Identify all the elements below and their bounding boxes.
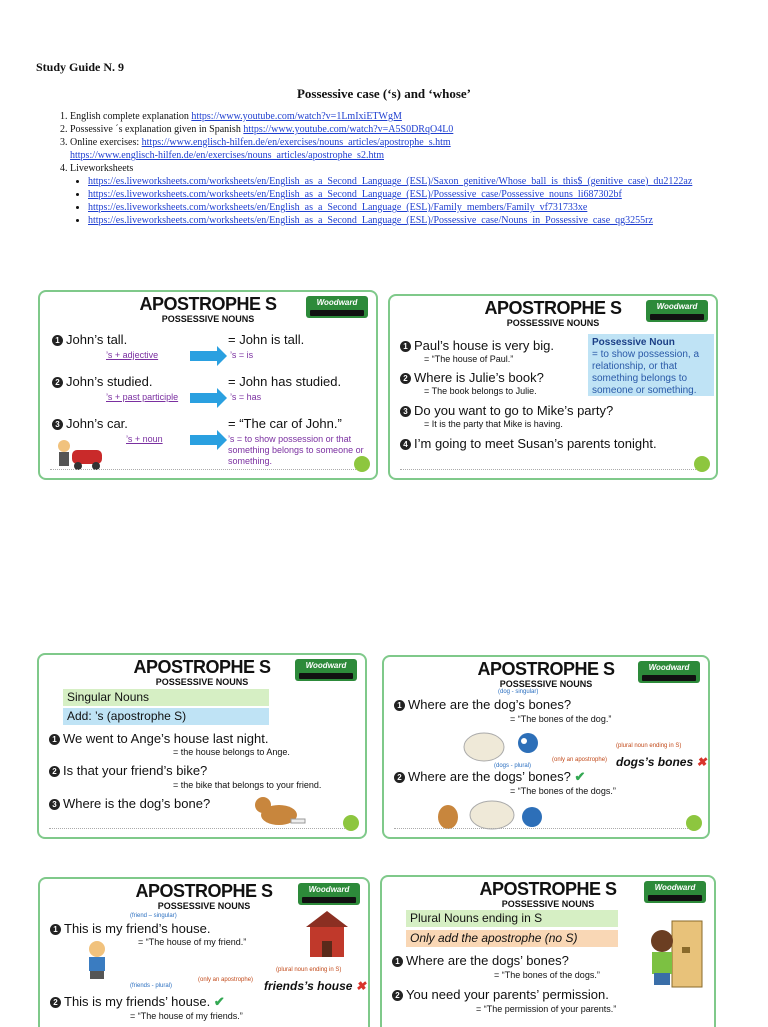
- example-row: 1 Paul’s house is very big.: [400, 338, 554, 353]
- example-row: 1 Where are the dogs’ bones?: [392, 953, 569, 968]
- card-friend-house: [38, 877, 370, 1027]
- card-title: APOSTROPHE S: [135, 881, 273, 901]
- ref-link[interactable]: https://www.youtube.com/watch?v=A5S0DRqO4L0: [243, 124, 454, 135]
- ref-label: Possessive ´s explanation given in Spanish: [70, 124, 244, 135]
- boy-icon: [80, 939, 114, 979]
- card-title: APOSTROPHE S: [133, 657, 271, 677]
- logo-text: Woodward: [305, 661, 347, 670]
- annotation: (friend – singular): [130, 913, 177, 919]
- house-icon: [302, 909, 352, 959]
- arrow-icon: [190, 351, 218, 361]
- woodward-logo: [638, 661, 700, 683]
- woodward-logo: [306, 296, 368, 318]
- card-subtitle: POSSESSIVE NOUNS: [155, 677, 249, 687]
- ref-link[interactable]: https://es.liveworksheets.com/worksheets/en/English_as_a_Second_Language_(ESL)/Family_members/Family_vf731733xe: [88, 202, 588, 213]
- card-title: APOSTROPHE S: [484, 298, 622, 318]
- example-row: 2 You need your parents’ permission.: [392, 987, 609, 1002]
- ref-label: English complete explanation: [70, 111, 192, 122]
- doc-title: Possessive case (‘s) and ‘whose’: [296, 86, 472, 101]
- girl-at-door-icon: [642, 917, 708, 991]
- annotation: (only an apostrophe): [552, 757, 608, 763]
- check-icon: ✔: [213, 994, 225, 1009]
- man-with-car-icon: [54, 438, 106, 472]
- check-icon: ✔: [574, 769, 586, 784]
- reference-list: [52, 110, 742, 227]
- rule-bar: Plural Nouns ending in S: [406, 910, 618, 927]
- card-title: APOSTROPHE S: [477, 659, 615, 679]
- example-meaning: = “The bones of the dogs.”: [494, 970, 600, 980]
- example-meaning: = The book belongs to Julie.: [424, 386, 537, 396]
- example-meaning: = the bike that belongs to your friend.: [173, 780, 322, 790]
- ref-label: Liveworksheets: [70, 163, 134, 174]
- example-meaning: = John has studied.: [228, 374, 342, 389]
- ref-link[interactable]: https://www.englisch-hilfen.de/en/exercises/nouns_articles/apostrophe_s.htm: [141, 137, 451, 148]
- example-meaning: = John is tall.: [228, 332, 305, 347]
- grammar-note: ’s + noun: [126, 434, 163, 444]
- card-subtitle: POSSESSIVE NOUNS: [506, 318, 600, 328]
- ref-item: [70, 162, 742, 227]
- definition-text: = to show possession, a relationship, or that something belongs to someone or something.: [592, 349, 700, 396]
- example-row: 3 Where is the dog’s bone?: [49, 796, 210, 811]
- arrow-icon: [190, 393, 218, 403]
- brand-badge-icon: [694, 456, 710, 472]
- example-row: 2 John’s studied.: [52, 374, 153, 389]
- card-plural-nouns: [380, 875, 716, 1027]
- ref-subitem: [88, 201, 742, 214]
- example-meaning: = “The house of my friends.”: [130, 1011, 243, 1021]
- example-meaning: = “The permission of your parents.”: [476, 1004, 617, 1014]
- doc-heading: Study Guide N. 9: [36, 60, 125, 74]
- ref-label: Online exercises:: [70, 137, 142, 148]
- card-subtitle: POSSESSIVE NOUNS: [161, 314, 255, 324]
- rule-bar: Only add the apostrophe (no S): [406, 930, 618, 947]
- brand-badge-icon: [354, 456, 370, 472]
- example-row: 4 I’m going to meet Susan’s parents tonight.: [400, 436, 657, 451]
- ref-item: [70, 136, 742, 162]
- ref-link[interactable]: https://es.liveworksheets.com/worksheets/en/English_as_a_Second_Language_(ESL)/Possessive_case/Nouns_in_Possessive_case_qg3255rz: [88, 215, 653, 226]
- ref-link[interactable]: https://es.liveworksheets.com/worksheets/en/English_as_a_Second_Language_(ESL)/Saxon_genitive/Whose_ball_is_this$_(genitive_case)_du2122az: [88, 176, 693, 187]
- annotation: (dogs - plural): [494, 763, 532, 769]
- bones-and-dog-icon: [462, 727, 546, 763]
- card-apostrophe-uses: [38, 290, 378, 480]
- example-row: 1 John’s tall.: [52, 332, 127, 347]
- ref-link[interactable]: https://www.englisch-hilfen.de/en/exercises/nouns_articles/apostrophe_s2.htm: [70, 150, 385, 161]
- example-meaning: = “The house of Paul.”: [424, 354, 514, 364]
- example-meaning: = “The bones of the dogs.”: [510, 786, 616, 796]
- grammar-note: ’s + past participle: [106, 392, 179, 402]
- card-possessive-noun: [388, 294, 718, 480]
- example-row: 3 John’s car.: [52, 416, 128, 431]
- woodward-logo: [644, 881, 706, 903]
- ref-subitem: [88, 188, 742, 201]
- cross-icon: ✖: [696, 755, 707, 769]
- example-row: 2 This is my friends’ house. ✔: [50, 994, 225, 1010]
- card-subtitle: POSSESSIVE NOUNS: [157, 901, 251, 911]
- arrow-icon: [190, 435, 218, 445]
- grammar-meaning: ’s = has: [230, 392, 262, 402]
- annotation: (friends - plural): [130, 983, 173, 989]
- woodward-logo: [646, 300, 708, 322]
- logo-text: Woodward: [654, 883, 696, 892]
- brand-badge-icon: [686, 815, 702, 831]
- ref-subitem: [88, 214, 742, 227]
- example-row: 1 We went to Ange’s house last night.: [49, 731, 269, 746]
- annotation: (plural noun ending in S): [276, 967, 342, 973]
- ref-link[interactable]: https://www.youtube.com/watch?v=1LmIxiETWgM: [191, 111, 402, 122]
- annotation: (plural noun ending in S): [616, 743, 682, 749]
- example-row: 3 Do you want to go to Mike’s party?: [400, 403, 613, 418]
- brand-badge-icon: [343, 815, 359, 831]
- card-title: APOSTROPHE S: [479, 879, 617, 899]
- logo-text: Woodward: [648, 663, 690, 672]
- ref-link[interactable]: https://es.liveworksheets.com/worksheets/en/English_as_a_Second_Language_(ESL)/Possessive_case/Possessive_nouns_li687302bf: [88, 189, 622, 200]
- example-meaning: = “The bones of the dog.”: [510, 714, 612, 724]
- annotation: (dog - singular): [498, 689, 539, 695]
- rule-bar: Singular Nouns: [63, 689, 269, 706]
- ref-item: [70, 110, 742, 123]
- card-dog-bones: [382, 655, 710, 839]
- card-singular-nouns: [37, 653, 367, 839]
- example-row: 2 Where is Julie’s book?: [400, 370, 544, 385]
- definition-title: Possessive Noun: [592, 337, 675, 348]
- example-meaning: = “The house of my friend.”: [138, 937, 247, 947]
- logo-text: Woodward: [656, 302, 698, 311]
- ref-item: [70, 123, 742, 136]
- grammar-note: ’s + adjective: [106, 350, 159, 360]
- example-meaning: = the house belongs to Ange.: [173, 747, 290, 757]
- woodward-logo: [298, 883, 360, 905]
- logo-text: Woodward: [308, 885, 350, 894]
- example-meaning: = “The car of John.”: [228, 416, 342, 431]
- example-row: 2 Where are the dogs’ bones? ✔: [394, 769, 585, 785]
- grammar-meaning: ’s = to show possession or that something belongs to someone or something.: [228, 434, 364, 466]
- woodward-logo: [295, 659, 357, 681]
- dog-icon: [251, 793, 307, 829]
- logo-text: Woodward: [316, 298, 358, 307]
- ref-subitem: [88, 175, 742, 188]
- definition-box: [588, 334, 714, 396]
- example-row: 2 Is that your friend’s bike?: [49, 763, 207, 778]
- example-row: 1 Where are the dog’s bones?: [394, 697, 571, 712]
- grammar-meaning: ’s = is: [230, 350, 254, 360]
- rule-bar: Add: ’s (apostrophe S): [63, 708, 269, 725]
- wrong-form: friends’s house ✖: [264, 979, 366, 993]
- example-meaning: = It is the party that Mike is having.: [424, 419, 563, 429]
- card-subtitle: POSSESSIVE NOUNS: [499, 679, 593, 689]
- card-title: APOSTROPHE S: [139, 294, 277, 314]
- example-row: 1 This is my friend’s house.: [50, 921, 210, 936]
- wrong-form: dogs’s bones ✖: [616, 755, 707, 769]
- annotation: (only an apostrophe): [198, 977, 254, 983]
- cross-icon: ✖: [355, 979, 366, 993]
- card-subtitle: POSSESSIVE NOUNS: [501, 899, 595, 909]
